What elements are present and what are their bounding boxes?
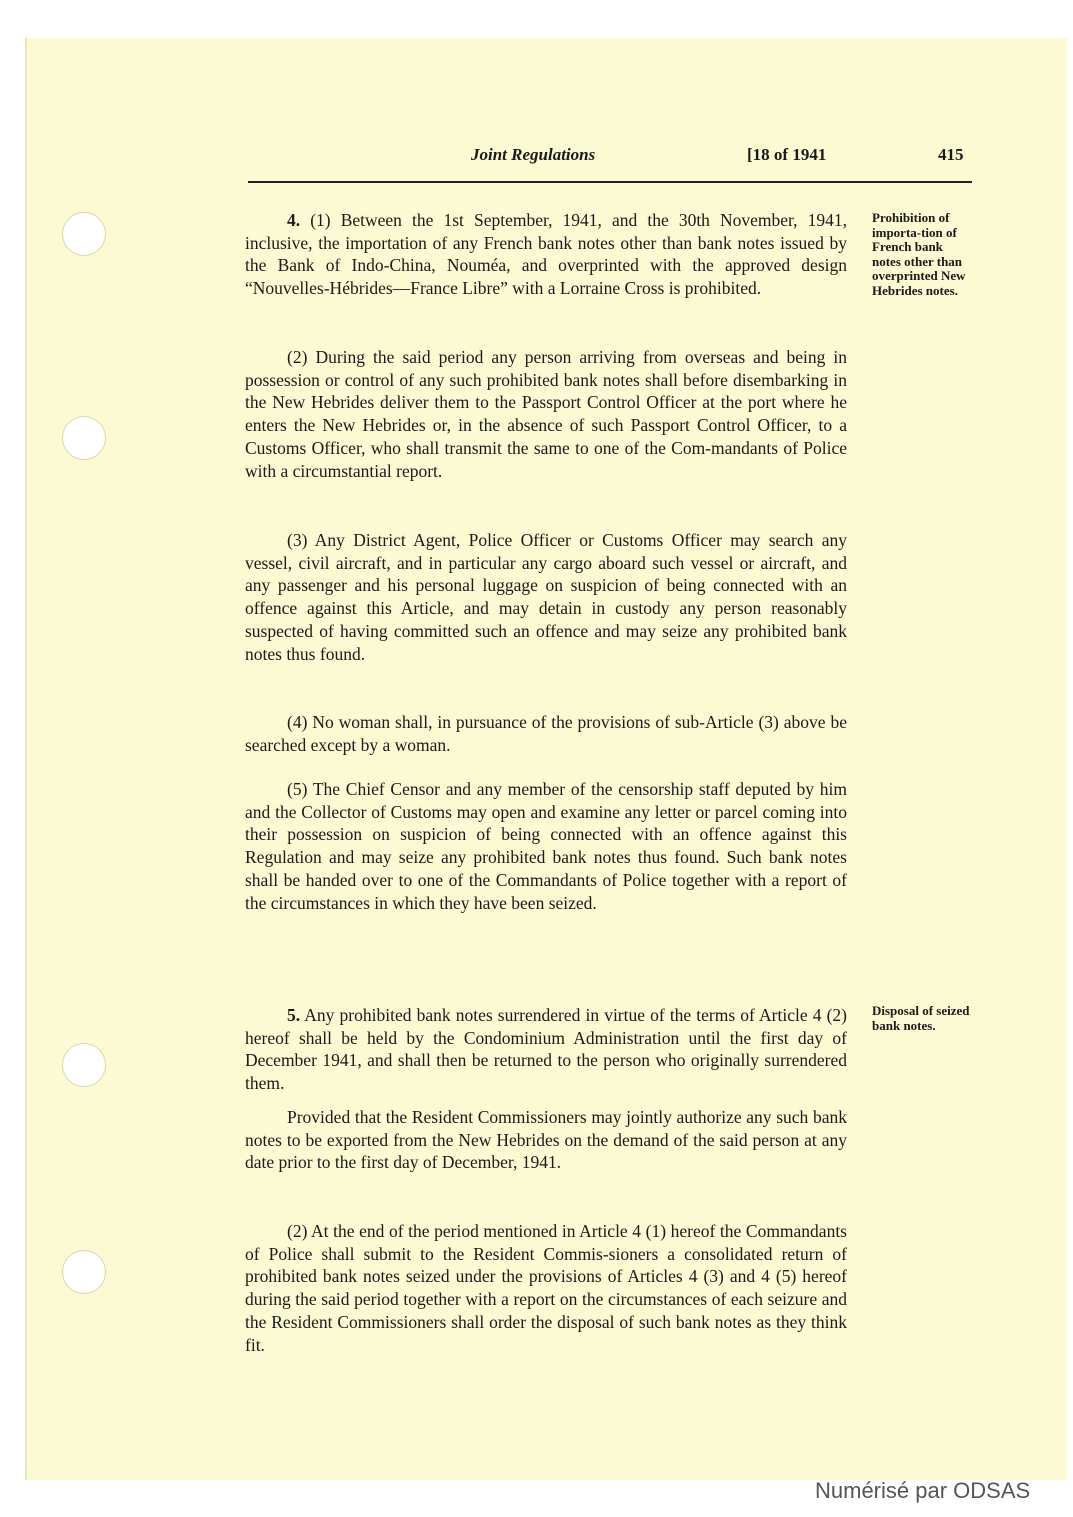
article-5-paragraph-1-text: Any prohibited bank notes surrendered in virtue of the terms of Article 4 (2) hereof shall be held by the Condominium Administration until the first day of December 1941, and shall then be returned to the person who originally surrendered them. [245, 1005, 847, 1094]
running-title: Joint Regulations [471, 145, 596, 164]
punch-hole-3 [62, 1043, 106, 1087]
article-4-paragraph-5: (5) The Chief Censor and any member of the censorship staff deputed by him and the Collector of Customs may open and examine any letter or parcel coming into their possession on suspicion of being connected with an offence against this Regulation and may seize any prohibited bank notes thus found. Such bank notes shall be handed over to one of the Commandants of Police together with a report of the circumstances in which they have been seized. [245, 779, 847, 913]
article-5-proviso: Provided that the Resident Commissioners may jointly authorize any such bank notes to be exported from the New Hebrides on the demand of the said person at any date prior to the first day of December, 1941. [245, 1107, 847, 1173]
punch-hole-1 [62, 212, 106, 256]
digitization-credit: Numérisé par ODSAS [815, 1478, 1031, 1503]
article-4-paragraph-3: (3) Any District Agent, Police Officer or Customs Officer may search any vessel, civil aircraft, and in particular any cargo aboard such vessel or aircraft, and any passenger and his personal luggage on suspicion of being connected with an offence against this Article, and may detain in custody any person reasonably suspected of having committed such an offence and may seize any prohibited bank notes thus found. [245, 530, 847, 664]
side-note-prohibition: Prohibition of importa-tion of French bank notes other than overprinted New Hebrides notes. [872, 210, 966, 298]
article-4-paragraph-4: (4) No woman shall, in pursuance of the provisions of sub-Article (3) above be searched except by a woman. [245, 712, 847, 755]
punch-hole-4 [62, 1250, 106, 1294]
side-note-disposal: Disposal of seized bank notes. [872, 1003, 970, 1033]
article-4-paragraph-1-text: (1) Between the 1st September, 1941, and the 30th November, 1941, inclusive, the importation of any French bank notes other than bank notes issued by the Bank of Indo-China, Nouméa, and overprinted with the approved design “Nouvelles-Hébrides—France Libre” with a Lorraine Cross is prohibited. [245, 210, 848, 299]
article-4-paragraph-1 [245, 209, 847, 300]
article-4-number: 4. [287, 210, 301, 230]
article-4-paragraph-2: (2) During the said period any person arriving from overseas and being in possession or control of any such prohibited bank notes shall before disembarking in the New Hebrides deliver them to the Passport Control Officer at the port where he enters the New Hebrides or, in the absence of such Passport Control Officer, to a Customs Officer, who shall transmit the same to one of the Com-mandants of Police with a circumstantial report. [245, 347, 847, 481]
article-5-number: 5. [287, 1005, 301, 1025]
regulation-reference: [18 of 1941 [747, 145, 827, 164]
article-5-paragraph-1 [245, 1004, 847, 1095]
punch-hole-2 [62, 416, 106, 460]
header-rule [248, 181, 972, 183]
article-5-paragraph-2: (2) At the end of the period mentioned in Article 4 (1) hereof the Commandants of Police shall submit to the Resident Commis-sioners a consolidated return of prohibited bank notes seized under the provisions of Articles 4 (3) and 4 (5) hereof during the said period together with a report on the circumstances of each seizure and the Resident Commissioners shall order the disposal of such bank notes as they think fit. [245, 1221, 847, 1355]
page-number: 415 [938, 145, 964, 164]
